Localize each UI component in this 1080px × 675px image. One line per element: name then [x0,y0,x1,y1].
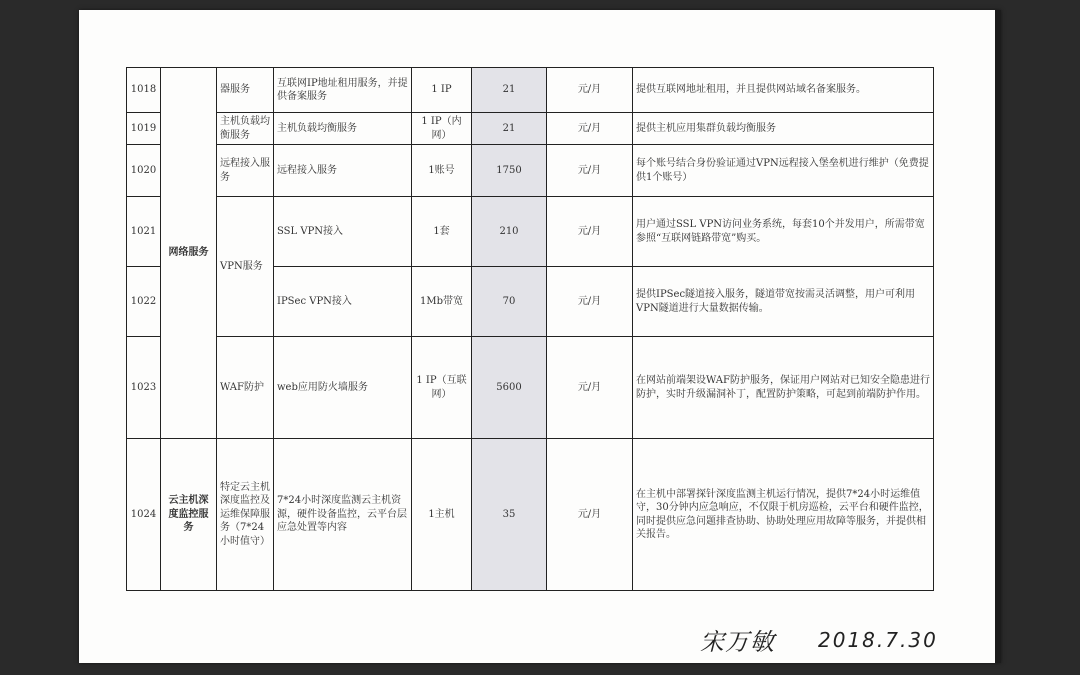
price-unit-cell: 元/月 [547,197,633,267]
description-cell: 在主机中部署探针深度监测主机运行情况，提供7*24小时运维值守，30分钟内应急响应，不仅限于机房巡检，云平台和硬件监控，同时提供应急问题排查协助、协助处理应用故障等服务，并提供相关报告。 [633,439,934,591]
subcategory-cell: 主机负载均衡服务 [217,113,274,145]
category-cell: 云主机深度监控服务 [161,439,217,591]
description-cell: 提供主机应用集群负载均衡服务 [633,113,934,145]
description-cell: 在网站前端架设WAF防护服务，保证用户网站对已知安全隐患进行防护，实时升级漏洞补丁，配置防护策略，可起到前端防护作用。 [633,337,934,439]
table-row [127,145,934,197]
description-cell: 每个账号结合身份验证通过VPN远程接入堡垒机进行维护（免费提供1个账号） [633,145,934,197]
item-cell: IPSec VPN接入 [274,267,412,337]
unit-cell: 1账号 [412,145,472,197]
price-unit-cell: 元/月 [547,145,633,197]
row-id: 1021 [127,197,161,267]
description-cell: 用户通过SSL VPN访问业务系统，每套10个并发用户，所需带宽参照“互联网链路带宽”购买。 [633,197,934,267]
page-edge-shadow [995,10,1001,663]
price-cell: 210 [472,197,547,267]
price-cell: 1750 [472,145,547,197]
subcategory-cell: VPN服务 [217,197,274,337]
unit-cell: 1套 [412,197,472,267]
price-cell: 21 [472,68,547,113]
subcategory-cell: 器服务 [217,68,274,113]
price-unit-cell: 元/月 [547,337,633,439]
price-unit-cell: 元/月 [547,113,633,145]
price-unit-cell: 元/月 [547,439,633,591]
description-cell: 提供IPSec隧道接入服务，隧道带宽按需灵活调整，用户可利用VPN隧道进行大量数据传输。 [633,267,934,337]
price-table [126,67,934,591]
signature-date: 2018.7.30 [818,628,938,652]
table-row [127,337,934,439]
table-row [127,113,934,145]
table-row [127,68,934,113]
subcategory-cell: 特定云主机深度监控及运维保障服务（7*24小时值守） [217,439,274,591]
price-unit-cell: 元/月 [547,68,633,113]
item-cell: 主机负载均衡服务 [274,113,412,145]
price-unit-cell: 元/月 [547,267,633,337]
subcategory-cell: WAF防护 [217,337,274,439]
handwritten-signature: 宋万敏 [700,628,775,656]
row-id: 1018 [127,68,161,113]
unit-cell: 1 IP [412,68,472,113]
row-id: 1022 [127,267,161,337]
price-cell: 35 [472,439,547,591]
price-cell: 21 [472,113,547,145]
price-cell: 70 [472,267,547,337]
unit-cell: 1主机 [412,439,472,591]
row-id: 1019 [127,113,161,145]
item-cell: 远程接入服务 [274,145,412,197]
unit-cell: 1 IP（内网） [412,113,472,145]
unit-cell: 1 IP（互联网） [412,337,472,439]
row-id: 1023 [127,337,161,439]
price-cell: 5600 [472,337,547,439]
item-cell: 互联网IP地址租用服务，并提供备案服务 [274,68,412,113]
table-row [127,439,934,591]
table-row [127,197,934,267]
description-cell: 提供互联网地址租用，并且提供网站域名备案服务。 [633,68,934,113]
item-cell: 7*24小时深度监测云主机资源，硬件设备监控，云平台层应急处置等内容 [274,439,412,591]
subcategory-cell: 远程接入服务 [217,145,274,197]
item-cell: SSL VPN接入 [274,197,412,267]
category-cell: 网络服务 [161,68,217,439]
item-cell: web应用防火墙服务 [274,337,412,439]
row-id: 1020 [127,145,161,197]
unit-cell: 1Mb带宽 [412,267,472,337]
row-id: 1024 [127,439,161,591]
